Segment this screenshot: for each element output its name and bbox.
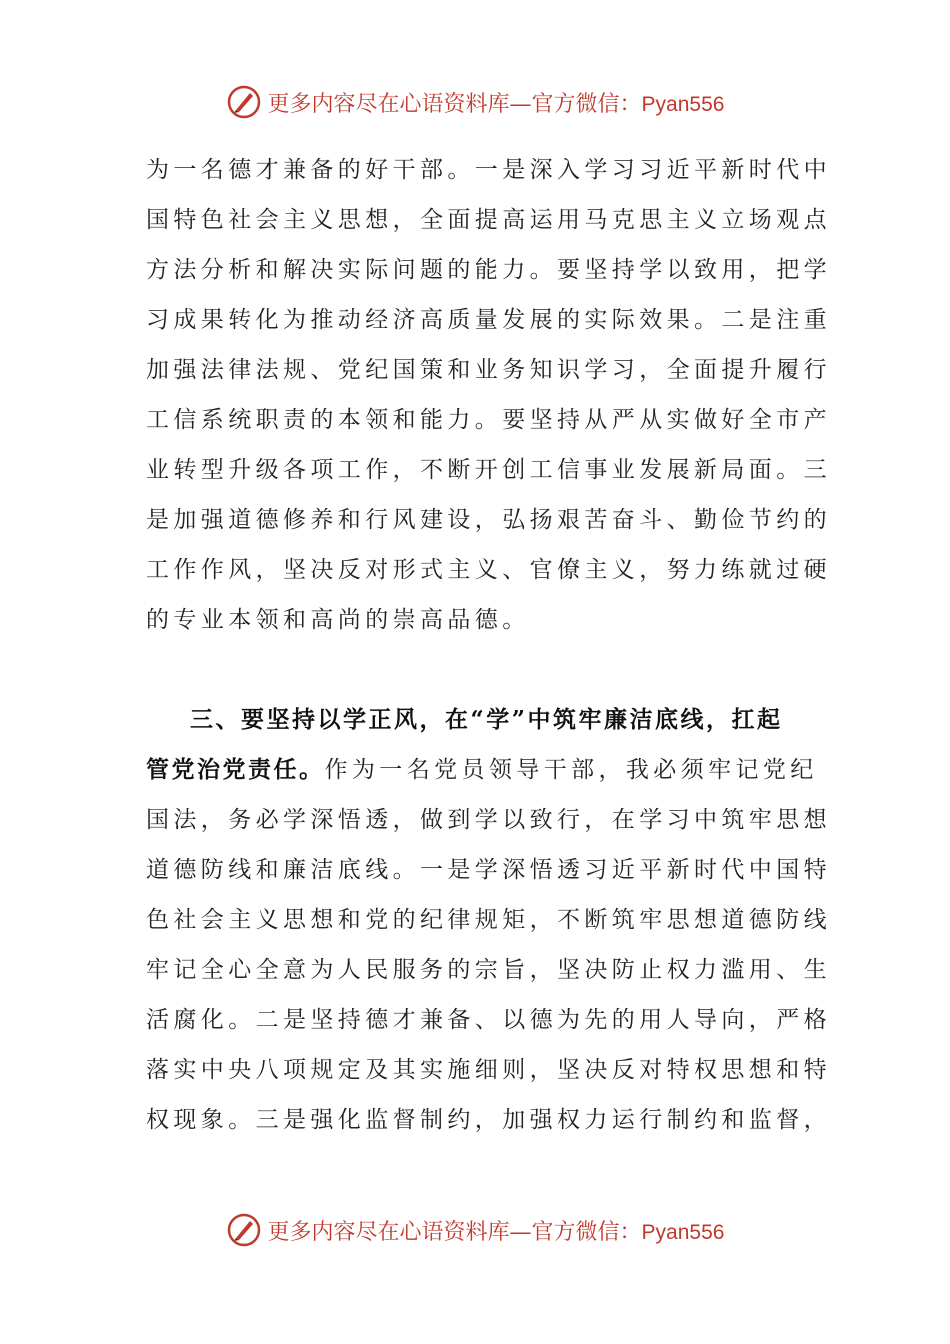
text-line: 的专业本领和高尚的崇高品德。 bbox=[146, 607, 530, 633]
text-line: 牢记全心全意为人民服务的宗旨，坚决防止权力滥用、生 bbox=[146, 957, 831, 983]
text-line: 权现象。三是强化监督制约，加强权力运行制约和监督， bbox=[146, 1107, 831, 1133]
text-line: 工信系统职责的本领和能力。要坚持从严从实做好全市产 bbox=[146, 407, 831, 433]
document-body bbox=[146, 145, 831, 1145]
section-heading-end: 管党治党责任。 bbox=[146, 756, 325, 783]
header-banner-id: Pyan556 bbox=[641, 92, 725, 116]
text-line: 道德防线和廉洁底线。一是学深悟透习近平新时代中国特 bbox=[146, 857, 831, 883]
header-banner bbox=[0, 82, 950, 122]
text-line: 方法分析和解决实际问题的能力。要坚持学以致用，把学 bbox=[146, 257, 831, 283]
footer-banner-text bbox=[268, 1215, 725, 1246]
text-line: 色社会主义思想和党的纪律规矩，不断筑牢思想道德防线 bbox=[146, 907, 831, 933]
footer-banner-label: 更多内容尽在心语资料库—官方微信： bbox=[267, 1219, 642, 1245]
text-line: 习成果转化为推动经济高质量发展的实际效果。二是注重 bbox=[146, 307, 831, 333]
paragraph-1 bbox=[146, 145, 831, 645]
text-line: 业转型升级各项工作，不断开创工信事业发展新局面。三 bbox=[146, 457, 831, 483]
text-line: 工作作风，坚决反对形式主义、官僚主义，努力练就过硬 bbox=[146, 557, 831, 583]
section-heading: 三、要坚持以学正风，在“学”中筑牢廉洁底线，扛起 bbox=[190, 706, 783, 733]
text-line: 国法，务必学深悟透，做到学以致行，在学习中筑牢思想 bbox=[146, 807, 831, 833]
text-line bbox=[146, 745, 818, 795]
text-line: 活腐化。二是坚持德才兼备、以德为先的用人导向，严格 bbox=[146, 1007, 831, 1033]
text-line: 加强法律法规、党纪国策和业务知识学习，全面提升履行 bbox=[146, 357, 831, 383]
text-line: 为一名德才兼备的好干部。一是深入学习习近平新时代中 bbox=[146, 157, 831, 183]
pen-logo-icon bbox=[226, 1212, 262, 1248]
header-banner-text bbox=[268, 87, 725, 118]
header-banner-label: 更多内容尽在心语资料库—官方微信： bbox=[267, 91, 642, 117]
text-segment: 作为一名党员领导干部，我必须牢记党纪 bbox=[324, 757, 818, 783]
paragraph-gap bbox=[146, 645, 808, 695]
footer-banner-id: Pyan556 bbox=[641, 1220, 725, 1244]
footer-banner bbox=[0, 1210, 950, 1250]
text-line: 是加强道德修养和行风建设，弘扬艰苦奋斗、勤俭节约的 bbox=[146, 507, 831, 533]
text-line: 落实中央八项规定及其实施细则，坚决反对特权思想和特 bbox=[146, 1057, 831, 1083]
paragraph-2 bbox=[146, 695, 831, 1145]
text-line: 国特色社会主义思想，全面提高运用马克思主义立场观点 bbox=[146, 207, 831, 233]
pen-logo-icon bbox=[226, 84, 262, 120]
